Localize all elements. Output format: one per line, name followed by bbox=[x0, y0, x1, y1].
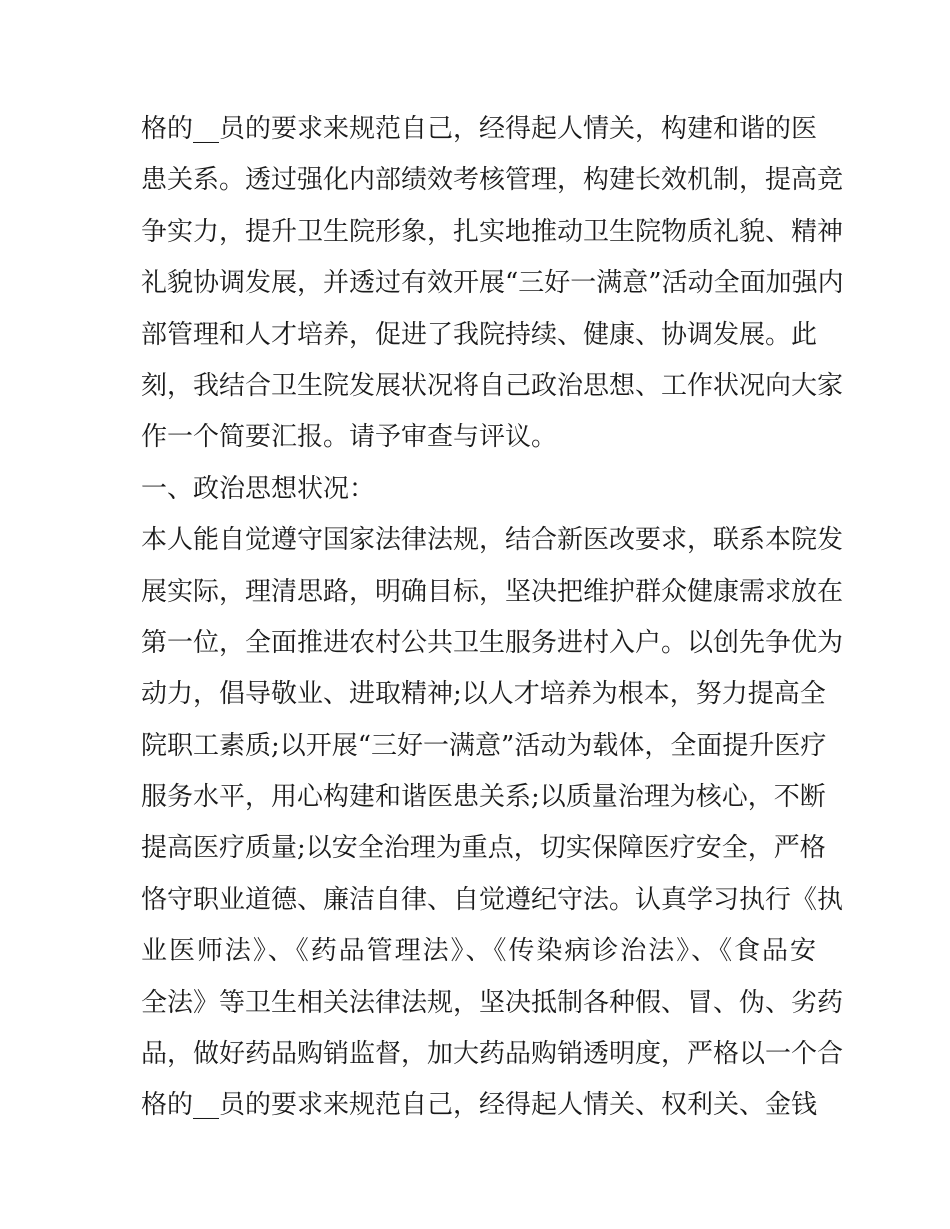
document-body bbox=[141, 104, 844, 1132]
text-line-1: 格的__员的要求来规范自己，经得起人情关，构建和谐的医 bbox=[141, 114, 818, 144]
text-line-14: 服务水平，用心构建和谐医患关系;以质量治理为核心，不断 bbox=[141, 782, 826, 813]
text-line-7: 作一个简要汇报。请予审查与评议。 bbox=[141, 422, 558, 453]
text-line-4: 礼貌协调发展，并透过有效开展“三好一满意”活动全面加强内 bbox=[141, 268, 844, 299]
text-line-3: 争实力，提升卫生院形象，扎实地推动卫生院物质礼貌、精神 bbox=[141, 216, 844, 247]
text-line-13: 院职工素质;以开展“三好一满意”活动为载体，全面提升医疗 bbox=[141, 730, 827, 761]
text-line-18: 全法》等卫生相关法律法规，坚决抵制各种假、冒、伪、劣药 bbox=[141, 987, 844, 1018]
section-heading: 一、政治思想状况： bbox=[141, 473, 376, 504]
text-line-2: 患关系。透过强化内部绩效考核管理，构建长效机制，提高竞 bbox=[141, 165, 844, 196]
text-line-9: 本人能自觉遵守国家法律法规，结合新医改要求，联系本院发 bbox=[141, 525, 844, 556]
text-line-19: 品，做好药品购销监督，加大药品购销透明度，严格以一个合 bbox=[141, 1039, 844, 1070]
text-line-10: 展实际，理清思路，明确目标，坚决把维护群众健康需求放在 bbox=[141, 576, 844, 607]
text-line-5: 部管理和人才培养，促进了我院持续、健康、协调发展。此 bbox=[141, 319, 818, 350]
text-line-17: 业医师法》、《药品管理法》、《传染病诊治法》、《食品安 bbox=[141, 936, 816, 967]
text-line-6: 刻，我结合卫生院发展状况将自己政治思想、工作状况向大家 bbox=[141, 370, 844, 401]
text-line-12: 动力，倡导敬业、进取精神;以人才培养为根本，努力提高全 bbox=[141, 679, 826, 710]
text-line-15: 提高医疗质量;以安全治理为重点，切实保障医疗安全，严格 bbox=[141, 833, 826, 864]
text-line-16: 恪守职业道德、廉洁自律、自觉遵纪守法。认真学习执行《执 bbox=[141, 884, 844, 915]
text-line-20: 格的__员的要求来规范自己，经得起人情关、权利关、金钱 bbox=[141, 1090, 818, 1121]
text-line-11: 第一位，全面推进农村公共卫生服务进村入户。以创先争优为 bbox=[141, 627, 844, 658]
